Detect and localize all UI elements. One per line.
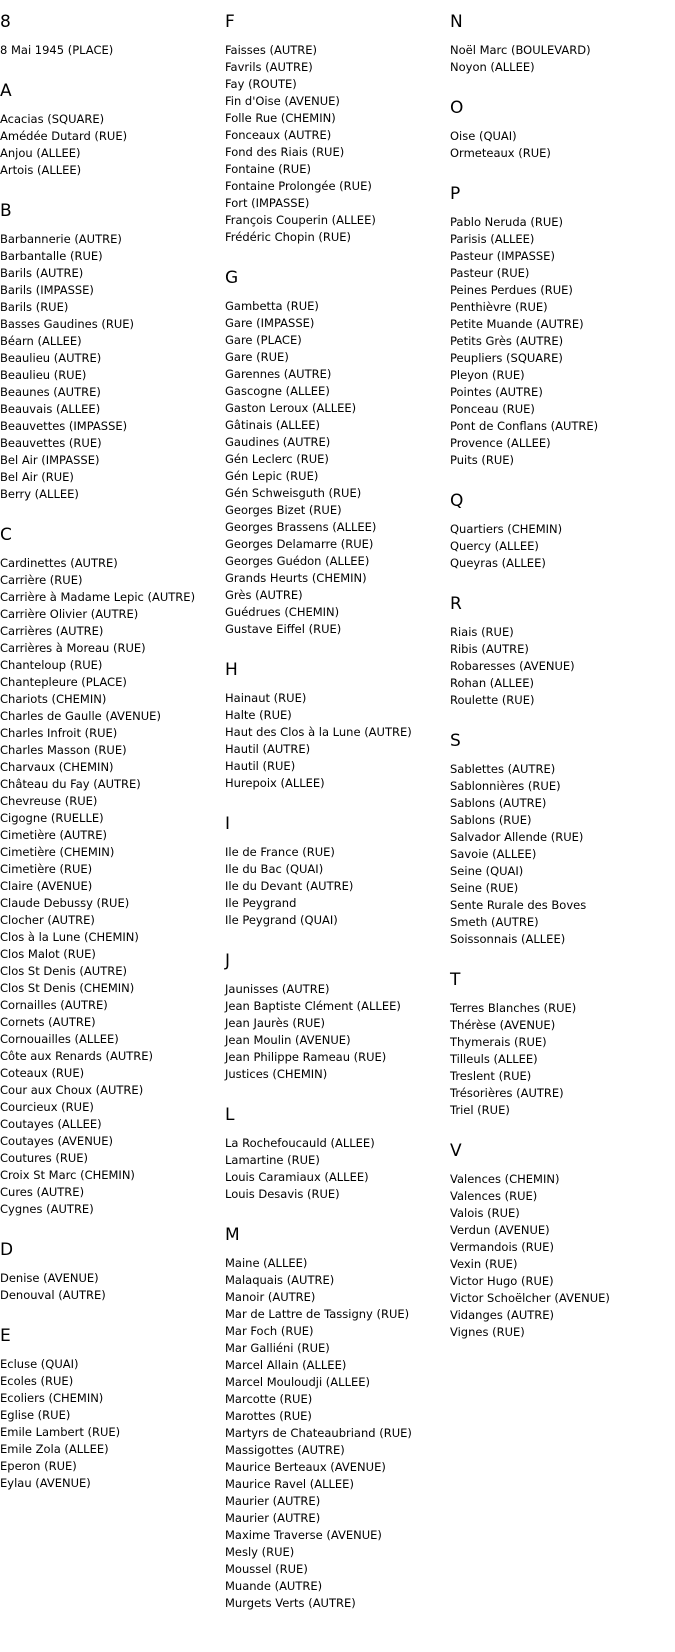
street-list [0, 42, 225, 59]
letter-section [225, 266, 450, 638]
street-list [0, 111, 225, 179]
street-name: Maurier (AUTRE) [225, 1511, 321, 1525]
street-name: Hainaut (RUE) [225, 691, 307, 705]
street-name: Eperon (RUE) [0, 1459, 77, 1473]
street-name: Maurier (AUTRE) [225, 1494, 321, 1508]
street-name: Murgets Verts (AUTRE) [225, 1596, 356, 1610]
street-name: Carrière à Madame Lepic (AUTRE) [0, 590, 196, 604]
street-list [450, 1000, 675, 1119]
street-name: Artois (ALLEE) [0, 163, 82, 177]
street-list [450, 624, 675, 709]
section-letter-heading: D [0, 1240, 14, 1260]
letter-section [450, 729, 675, 948]
section-letter-heading: M [225, 1225, 240, 1245]
street-name: Pointes (AUTRE) [450, 385, 543, 399]
street-name: Grands Heurts (CHEMIN) [225, 571, 367, 585]
street-list [225, 844, 450, 929]
street-name: Guédrues (CHEMIN) [225, 605, 340, 619]
street-name: Courcieux (RUE) [0, 1100, 94, 1114]
street-list [0, 555, 225, 1218]
section-letter-heading: G [225, 268, 239, 288]
street-name: Quercy (ALLEE) [450, 539, 539, 553]
street-name: Martyrs de Chateaubriand (RUE) [225, 1426, 412, 1440]
street-name: Claire (AVENUE) [0, 879, 93, 893]
street-name: Hautil (RUE) [225, 759, 296, 773]
street-name: Emile Lambert (RUE) [0, 1425, 121, 1439]
section-letter-heading: Q [450, 491, 464, 511]
street-name: Vermandois (RUE) [450, 1240, 554, 1254]
street-name: Seine (RUE) [450, 881, 519, 895]
street-name: Lamartine (RUE) [225, 1153, 320, 1167]
street-name: Penthièvre (RUE) [450, 300, 548, 314]
street-name: Charles Masson (RUE) [0, 743, 127, 757]
letter-section [450, 1139, 675, 1341]
street-name: Ile Peygrand (QUAI) [225, 913, 338, 927]
street-name: Gâtinais (ALLEE) [225, 418, 321, 432]
street-name: La Rochefoucauld (ALLEE) [225, 1136, 375, 1150]
street-name: Carrière Olivier (AUTRE) [0, 607, 139, 621]
street-index-column-3 [450, 10, 675, 1361]
street-name: Petits Grès (AUTRE) [450, 334, 564, 348]
street-name: Provence (ALLEE) [450, 436, 551, 450]
street-name: Gare (IMPASSE) [225, 316, 315, 330]
street-name: Clos à la Lune (CHEMIN) [0, 930, 139, 944]
street-name: Claude Debussy (RUE) [0, 896, 130, 910]
letter-section [225, 10, 450, 246]
street-name: Beauvettes (IMPASSE) [0, 419, 128, 433]
street-name: Ecluse (QUAI) [0, 1357, 79, 1371]
street-name: Salvador Allende (RUE) [450, 830, 584, 844]
street-name: Barils (AUTRE) [0, 266, 84, 280]
street-name: Barbantalle (RUE) [0, 249, 103, 263]
street-name: Puits (RUE) [450, 453, 515, 467]
street-name: Beauvais (ALLEE) [0, 402, 101, 416]
street-name: Cigogne (RUELLE) [0, 811, 104, 825]
street-list [0, 231, 225, 503]
street-name: Pont de Conflans (AUTRE) [450, 419, 599, 433]
street-name: Carrière (RUE) [0, 573, 83, 587]
section-letter-heading: V [450, 1141, 462, 1161]
section-letter-heading: P [450, 184, 461, 204]
street-name: Mar Galliéni (RUE) [225, 1341, 330, 1355]
letter-section [225, 1223, 450, 1612]
street-name: Pleyon (RUE) [450, 368, 525, 382]
street-name: Cimetière (RUE) [0, 862, 93, 876]
street-name: Louis Desavis (RUE) [225, 1187, 340, 1201]
street-name: Massigottes (AUTRE) [225, 1443, 345, 1457]
street-name: Côte aux Renards (AUTRE) [0, 1049, 153, 1063]
street-name: Tilleuls (ALLEE) [450, 1052, 538, 1066]
street-list [450, 42, 675, 76]
street-list [225, 690, 450, 792]
street-name: Petite Muande (AUTRE) [450, 317, 584, 331]
street-name: 8 Mai 1945 (PLACE) [0, 43, 114, 57]
letter-section [225, 1103, 450, 1203]
street-name: Cimetière (AUTRE) [0, 828, 108, 842]
street-name: Gén Lepic (RUE) [225, 469, 319, 483]
street-name: Marottes (RUE) [225, 1409, 312, 1423]
street-name: Savoie (ALLEE) [450, 847, 537, 861]
section-letter-heading: B [0, 201, 12, 221]
street-name: Barbannerie (AUTRE) [0, 232, 122, 246]
letter-section [225, 812, 450, 929]
street-name: Sablettes (AUTRE) [450, 762, 556, 776]
street-name: Sablons (RUE) [450, 813, 532, 827]
section-letter-heading: H [225, 660, 238, 680]
street-name: Ile de France (RUE) [225, 845, 335, 859]
letter-section [450, 10, 675, 76]
street-name: Marcel Mouloudji (ALLEE) [225, 1375, 370, 1389]
section-letter-heading: I [225, 814, 231, 834]
section-letter-heading: S [450, 731, 461, 751]
street-name: Robaresses (AVENUE) [450, 659, 575, 673]
street-name: Peupliers (SQUARE) [450, 351, 563, 365]
street-name: Pasteur (RUE) [450, 266, 530, 280]
section-letter-heading: 8 [0, 12, 11, 32]
street-name: Carrières à Moreau (RUE) [0, 641, 146, 655]
street-name: Soissonnais (ALLEE) [450, 932, 566, 946]
street-name: Fond des Riais (RUE) [225, 145, 345, 159]
street-list [225, 1255, 450, 1612]
street-list [450, 128, 675, 162]
street-list [225, 1135, 450, 1203]
letter-section [225, 949, 450, 1083]
street-list [0, 1356, 225, 1492]
street-name: Clos St Denis (AUTRE) [0, 964, 127, 978]
street-name: Emile Zola (ALLEE) [0, 1442, 109, 1456]
street-name: Amédée Dutard (RUE) [0, 129, 128, 143]
street-name: Folle Rue (CHEMIN) [225, 111, 336, 125]
street-name: Seine (QUAI) [450, 864, 524, 878]
street-name: Beaulieu (AUTRE) [0, 351, 102, 365]
street-name: Vignes (RUE) [450, 1325, 525, 1339]
street-name: Gén Leclerc (RUE) [225, 452, 329, 466]
street-name: Roulette (RUE) [450, 693, 535, 707]
street-name: Barils (IMPASSE) [0, 283, 94, 297]
street-name: Ecoliers (CHEMIN) [0, 1391, 104, 1405]
street-name: Trésorières (AUTRE) [450, 1086, 564, 1100]
street-name: Cornets (AUTRE) [0, 1015, 96, 1029]
street-name: Ribis (AUTRE) [450, 642, 529, 656]
street-name: Chanteloup (RUE) [0, 658, 103, 672]
street-name: Acacias (SQUARE) [0, 112, 105, 126]
street-name: Charles de Gaulle (AVENUE) [0, 709, 161, 723]
street-name: Fin d'Oise (AVENUE) [225, 94, 340, 108]
street-name: Clos Malot (RUE) [0, 947, 96, 961]
letter-section [0, 10, 225, 59]
section-letter-heading: J [225, 951, 231, 971]
street-name: Beaunes (AUTRE) [0, 385, 101, 399]
street-name: Gare (RUE) [225, 350, 289, 364]
street-list [450, 1171, 675, 1341]
street-name: Coutayes (ALLEE) [0, 1117, 102, 1131]
street-name: Victor Hugo (RUE) [450, 1274, 554, 1288]
street-name: Eglise (RUE) [0, 1408, 71, 1422]
letter-section [0, 199, 225, 503]
street-name: Moussel (RUE) [225, 1562, 308, 1576]
street-name: Ile Peygrand [225, 896, 297, 910]
street-name: Fontaine Prolongée (RUE) [225, 179, 372, 193]
street-name: Croix St Marc (CHEMIN) [0, 1168, 135, 1182]
street-name: Fontaine (RUE) [225, 162, 311, 176]
street-name: Jaunisses (AUTRE) [225, 982, 330, 996]
letter-section [0, 1238, 225, 1304]
street-name: Terres Blanches (RUE) [450, 1001, 577, 1015]
street-name: Gén Schweisguth (RUE) [225, 486, 362, 500]
street-name: Gascogne (ALLEE) [225, 384, 330, 398]
street-name: Noël Marc (BOULEVARD) [450, 43, 591, 57]
section-letter-heading: O [450, 98, 464, 118]
street-name: Ile du Bac (QUAI) [225, 862, 324, 876]
street-name: Halte (RUE) [225, 708, 292, 722]
street-name: Oise (QUAI) [450, 129, 517, 143]
street-name: Sablonnières (RUE) [450, 779, 561, 793]
street-name: Carrières (AUTRE) [0, 624, 104, 638]
street-name: Hautil (AUTRE) [225, 742, 311, 756]
street-name: Chevreuse (RUE) [0, 794, 98, 808]
street-name: Thymerais (RUE) [450, 1035, 547, 1049]
street-name: Muande (AUTRE) [225, 1579, 323, 1593]
section-letter-heading: E [0, 1326, 11, 1346]
letter-section [450, 968, 675, 1119]
street-list [225, 298, 450, 638]
street-list [225, 42, 450, 246]
street-name: Denise (AVENUE) [0, 1271, 99, 1285]
street-name: Pablo Neruda (RUE) [450, 215, 563, 229]
street-name: Favrils (AUTRE) [225, 60, 313, 74]
street-name: Sente Rurale des Boves [450, 898, 587, 912]
street-index-column-1 [0, 10, 225, 1512]
street-name: Jean Moulin (AVENUE) [225, 1033, 351, 1047]
letter-section [450, 182, 675, 469]
street-name: Charles Infroit (RUE) [0, 726, 118, 740]
street-name: Cour aux Choux (AUTRE) [0, 1083, 144, 1097]
street-name: Vidanges (AUTRE) [450, 1308, 555, 1322]
street-name: Jean Jaurès (RUE) [225, 1016, 326, 1030]
letter-section [0, 523, 225, 1218]
street-name: Maurice Ravel (ALLEE) [225, 1477, 354, 1491]
street-name: Sablons (AUTRE) [450, 796, 547, 810]
street-name: Quartiers (CHEMIN) [450, 522, 563, 536]
street-name: Triel (RUE) [450, 1103, 510, 1117]
street-name: Maxime Traverse (AVENUE) [225, 1528, 382, 1542]
street-name: Valois (RUE) [450, 1206, 520, 1220]
street-name: Anjou (ALLEE) [0, 146, 81, 160]
street-name: Berry (ALLEE) [0, 487, 79, 501]
section-letter-heading: R [450, 594, 462, 614]
street-name: Beauvettes (RUE) [0, 436, 102, 450]
street-name: Treslent (RUE) [450, 1069, 532, 1083]
street-name: Verdun (AVENUE) [450, 1223, 550, 1237]
street-name: Louis Caramiaux (ALLEE) [225, 1170, 369, 1184]
street-name: Jean Baptiste Clément (ALLEE) [225, 999, 401, 1013]
street-name: Barils (RUE) [0, 300, 69, 314]
street-name: Vexin (RUE) [450, 1257, 518, 1271]
street-name: Ile du Devant (AUTRE) [225, 879, 354, 893]
street-name: Beaulieu (RUE) [0, 368, 87, 382]
street-name: Valences (RUE) [450, 1189, 538, 1203]
street-name: Coutayes (AVENUE) [0, 1134, 113, 1148]
section-letter-heading: A [0, 81, 12, 101]
street-name: Chantepleure (PLACE) [0, 675, 127, 689]
street-name: Fonceaux (AUTRE) [225, 128, 332, 142]
section-letter-heading: N [450, 12, 463, 32]
street-name: Château du Fay (AUTRE) [0, 777, 141, 791]
street-name: Mesly (RUE) [225, 1545, 295, 1559]
street-name: Faisses (AUTRE) [225, 43, 318, 57]
street-list [450, 214, 675, 469]
street-name: Mar de Lattre de Tassigny (RUE) [225, 1307, 410, 1321]
street-name: Marcotte (RUE) [225, 1392, 313, 1406]
street-name: Denouval (AUTRE) [0, 1288, 106, 1302]
section-letter-heading: F [225, 12, 235, 32]
street-name: Clos St Denis (CHEMIN) [0, 981, 135, 995]
street-name: Cornouailles (ALLEE) [0, 1032, 119, 1046]
street-name: Bel Air (RUE) [0, 470, 74, 484]
street-name: Rohan (ALLEE) [450, 676, 534, 690]
street-name: Cardinettes (AUTRE) [0, 556, 118, 570]
street-name: Queyras (ALLEE) [450, 556, 546, 570]
street-name: Pasteur (IMPASSE) [450, 249, 555, 263]
street-name: Ponceau (RUE) [450, 402, 535, 416]
street-name: Clocher (AUTRE) [0, 913, 95, 927]
street-name: François Couperin (ALLEE) [225, 213, 376, 227]
street-name: Gaston Leroux (ALLEE) [225, 401, 357, 415]
street-name: Chariots (CHEMIN) [0, 692, 107, 706]
street-name: Bel Air (IMPASSE) [0, 453, 100, 467]
street-name: Ecoles (RUE) [0, 1374, 74, 1388]
street-name: Hurepoix (ALLEE) [225, 776, 325, 790]
street-name: Justices (CHEMIN) [225, 1067, 328, 1081]
street-name: Fort (IMPASSE) [225, 196, 310, 210]
street-name: Noyon (ALLEE) [450, 60, 535, 74]
street-name: Riais (RUE) [450, 625, 514, 639]
street-name: Gustave Eiffel (RUE) [225, 622, 342, 636]
street-name: Cygnes (AUTRE) [0, 1202, 94, 1216]
street-name: Manoir (AUTRE) [225, 1290, 316, 1304]
street-name: Georges Delamarre (RUE) [225, 537, 374, 551]
street-name: Béarn (ALLEE) [0, 334, 82, 348]
street-name: Marcel Allain (ALLEE) [225, 1358, 347, 1372]
street-name: Mar Foch (RUE) [225, 1324, 314, 1338]
section-letter-heading: L [225, 1105, 235, 1125]
street-name: Coutures (RUE) [0, 1151, 88, 1165]
street-name: Eylau (AVENUE) [0, 1476, 91, 1490]
street-name: Smeth (AUTRE) [450, 915, 539, 929]
section-letter-heading: C [0, 525, 12, 545]
street-name: Victor Schoëlcher (AVENUE) [450, 1291, 610, 1305]
street-name: Basses Gaudines (RUE) [0, 317, 135, 331]
street-name: Charvaux (CHEMIN) [0, 760, 114, 774]
street-list [225, 981, 450, 1083]
street-name: Gaudines (AUTRE) [225, 435, 331, 449]
street-name: Garennes (AUTRE) [225, 367, 332, 381]
street-name: Gare (PLACE) [225, 333, 302, 347]
street-name: Thérèse (AVENUE) [450, 1018, 556, 1032]
street-name: Ormeteaux (RUE) [450, 146, 551, 160]
street-name: Gambetta (RUE) [225, 299, 319, 313]
street-name: Malaquais (AUTRE) [225, 1273, 335, 1287]
street-name: Haut des Clos à la Lune (AUTRE) [225, 725, 412, 739]
street-name: Peines Perdues (RUE) [450, 283, 573, 297]
street-name: Cures (AUTRE) [0, 1185, 85, 1199]
street-name: Cimetière (CHEMIN) [0, 845, 115, 859]
street-name: Jean Philippe Rameau (RUE) [225, 1050, 387, 1064]
letter-section [0, 79, 225, 179]
street-name: Maine (ALLEE) [225, 1256, 308, 1270]
street-name: Georges Guédon (ALLEE) [225, 554, 370, 568]
section-letter-heading: T [450, 970, 461, 990]
street-list [0, 1270, 225, 1304]
street-name: Cornailles (AUTRE) [0, 998, 108, 1012]
street-name: Georges Brassens (ALLEE) [225, 520, 377, 534]
street-name: Valences (CHEMIN) [450, 1172, 560, 1186]
letter-section [450, 96, 675, 162]
street-list [450, 761, 675, 948]
street-name: Frédéric Chopin (RUE) [225, 230, 352, 244]
street-name: Grès (AUTRE) [225, 588, 303, 602]
street-name: Maurice Berteaux (AVENUE) [225, 1460, 386, 1474]
letter-section [0, 1324, 225, 1492]
street-name: Fay (ROUTE) [225, 77, 297, 91]
street-name: Parisis (ALLEE) [450, 232, 535, 246]
street-list [450, 521, 675, 572]
street-name: Coteaux (RUE) [0, 1066, 85, 1080]
letter-section [450, 592, 675, 709]
street-index-column-2 [225, 10, 450, 1632]
letter-section [225, 658, 450, 792]
street-name: Georges Bizet (RUE) [225, 503, 342, 517]
letter-section [450, 489, 675, 572]
